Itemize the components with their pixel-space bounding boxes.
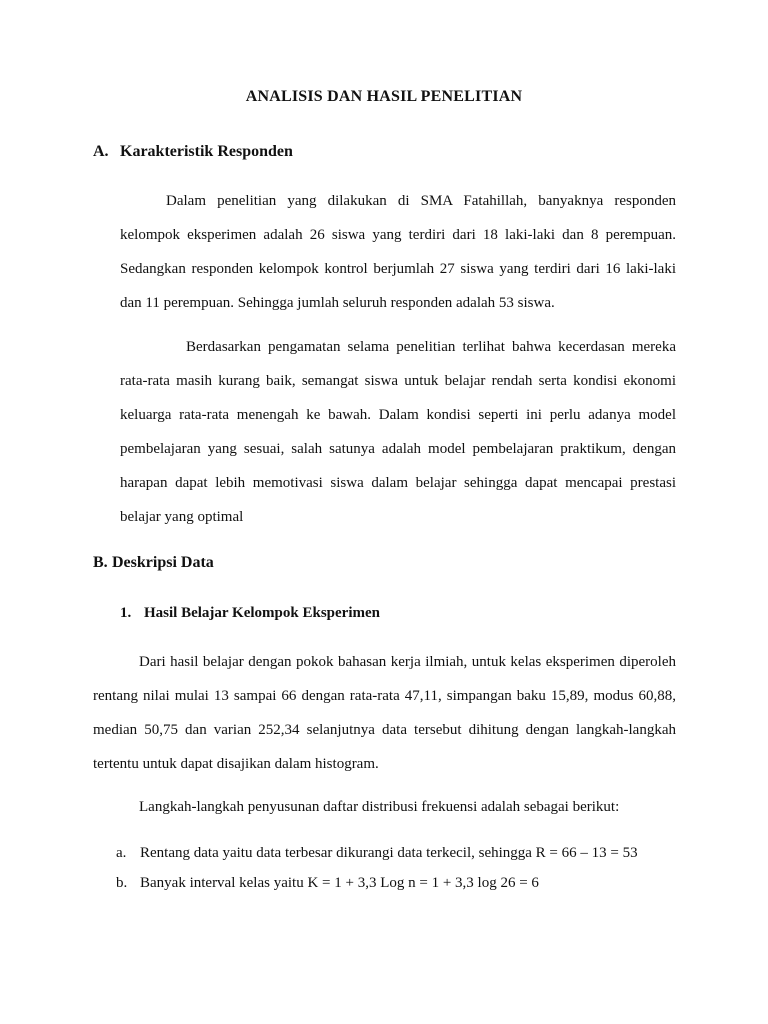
list-item (116, 875, 539, 892)
section-a-paragraph-1: Dalam penelitian yang dilakukan di SMA Fatahillah, banyaknya responden kelompok eksperimen adalah 26 siswa yang terdiri dari 18 laki-laki dan 8 perempuan. Sedangkan responden kelompok kontrol berjumlah 27 siswa yang terdiri dari 16 laki-laki dan 11 perempuan. Sehingga jumlah seluruh responden adalah 53 siswa. (120, 193, 676, 311)
page-title: ANALISIS DAN HASIL PENELITIAN (245, 88, 523, 105)
list-marker: b. (116, 875, 128, 891)
subsection-1-paragraph-1: Dari hasil belajar dengan pokok bahasan kerja ilmiah, untuk kelas eksperimen diperoleh rentang nilai mulai 13 sampai 66 dengan rata-rata 47,11, simpangan baku 15,89, modus 60,88, median 50,75 dan varian 252,34 selanjutnya data tersebut dihitung dengan langkah-langkah tertentu untuk dapat disajikan dalam histogram. (93, 654, 676, 772)
list-item-text: Rentang data yaitu data terbesar dikurangi data terkecil, sehingga R = 66 – 13 = 53 (140, 845, 638, 861)
subsection-1-paragraph-2: Langkah-langkah penyusunan daftar distribusi frekuensi adalah sebagai berikut: (139, 799, 620, 815)
section-b-number: B. (93, 554, 108, 571)
section-b-title: Deskripsi Data (112, 554, 214, 571)
section-a-title: Karakteristik Responden (120, 143, 293, 160)
subsection-1-title: Hasil Belajar Kelompok Eksperimen (144, 605, 380, 621)
section-a-number: A. (93, 143, 109, 160)
list-item-text: Banyak interval kelas yaitu K = 1 + 3,3 Log n = 1 + 3,3 log 26 = 6 (140, 875, 539, 891)
section-a-paragraph-2: Berdasarkan pengamatan selama penelitian terlihat bahwa kecerdasan mereka rata-rata masih kurang baik, semangat siswa untuk belajar rendah serta kondisi ekonomi keluarga rata-rata menengah ke bawah. Dalam kondisi seperti ini perlu adanya model pembelajaran yang sesuai, salah satunya adalah model pembelajaran praktikum, dengan harapan dapat lebih memotivasi siswa dalam belajar sehingga dapat mencapai prestasi belajar yang optimal (120, 339, 676, 525)
list-item (116, 845, 638, 862)
section-a-heading (93, 143, 293, 161)
section-b-heading (93, 554, 214, 572)
subsection-1-heading (120, 605, 380, 622)
subsection-1-number: 1. (120, 605, 132, 621)
list-marker: a. (116, 845, 127, 861)
